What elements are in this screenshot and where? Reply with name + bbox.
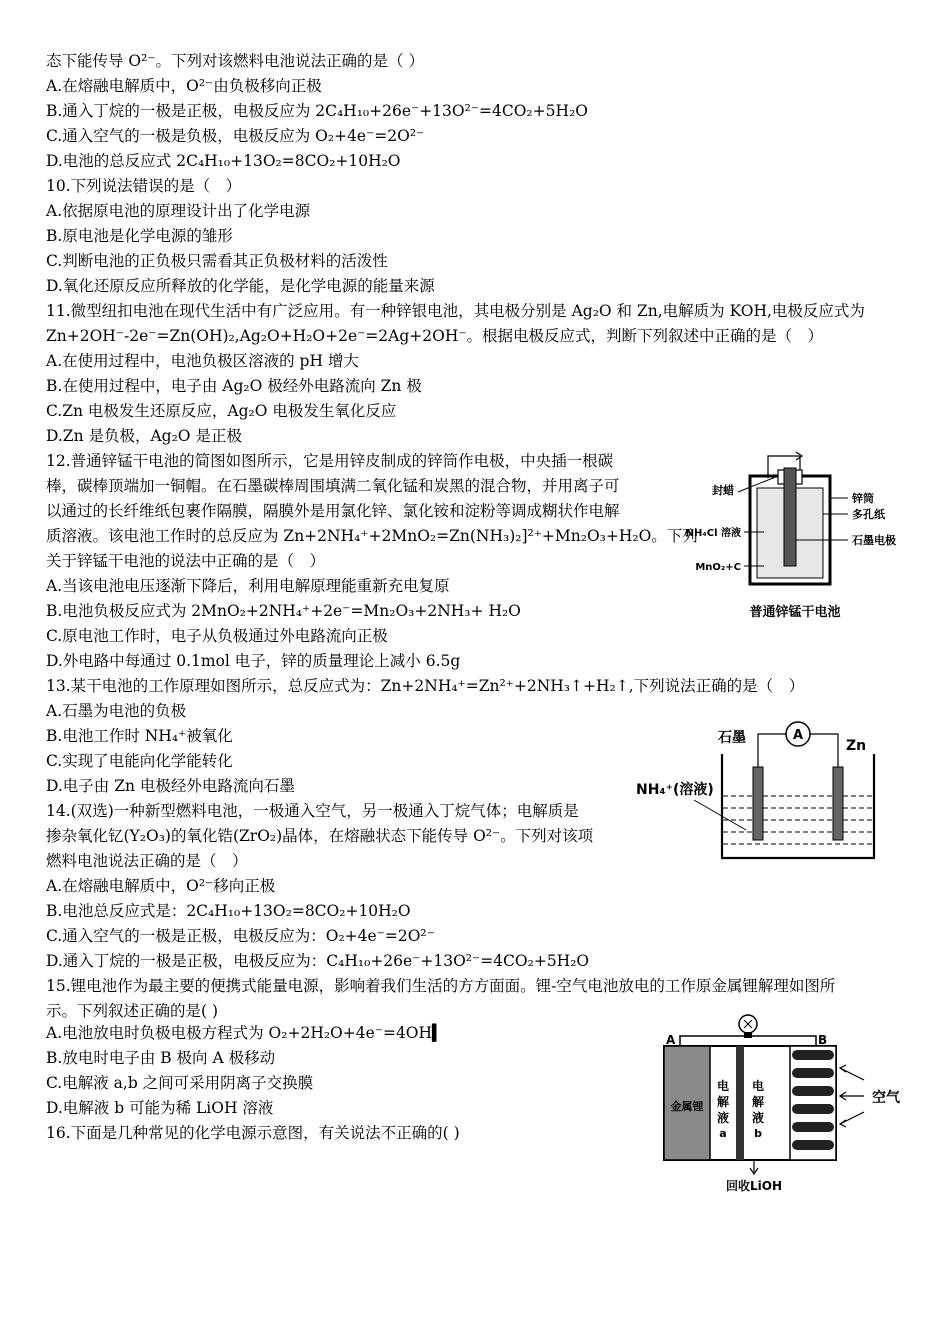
text-line: C.实现了电能向化学能转化: [46, 752, 233, 770]
text-line: C.电解液 a,b 之间可采用阴离子交换膜: [46, 1074, 314, 1092]
figure-zinc-manganese-cell: [680, 448, 910, 628]
label-porous-paper: 多孔纸: [852, 508, 885, 521]
question-13: 13.某干电池的工作原理如图所示，总反应式为：Zn+2NH₄⁺=Zn²⁺+2NH₃↑+H₂↑,下列说法正确的是（ ）: [46, 677, 805, 695]
electrolyte-a-char: 电: [716, 1079, 730, 1093]
text-line: D.Zn 是负极，Ag₂O 是正极: [46, 427, 242, 445]
electrolyte-b-char: 液: [751, 1111, 765, 1125]
question-12: 12.普通锌锰干电池的简图如图所示，它是用锌皮制成的锌筒作电极，中央插一根碳: [46, 452, 614, 470]
label-mno2-c: MnO₂+C: [695, 562, 741, 573]
recover-lioh-label: 回收LiOH: [725, 1179, 783, 1193]
question-10: 10.下列说法错误的是（ ）: [46, 177, 242, 195]
text-line: A.在使用过程中，电池负极区溶液的 pH 增大: [46, 352, 359, 370]
text-line: B.在使用过程中，电子由 Ag₂O 极经外电路流向 Zn 极: [46, 377, 422, 395]
figure-lithium-air-cell: [658, 1010, 918, 1196]
electrolyte-a-char: a: [719, 1127, 727, 1140]
text-line: 关于锌锰干电池的说法中正确的是（ ）: [46, 552, 326, 570]
text-line: 棒，碳棒顶端加一铜帽。在石墨碳棒周围填满二氧化锰和炭黑的混合物，并用离子可: [46, 477, 620, 495]
electrolyte-a-char: 解: [716, 1095, 730, 1109]
air-label: 空气: [872, 1090, 900, 1106]
text-line: 以通过的长纤维纸包裹作隔膜，隔膜外是用氯化锌、氯化铵和淀粉等调成糊状作电解: [46, 502, 620, 520]
text-line: B.原电池是化学电源的雏形: [46, 227, 233, 245]
text-line: C.通入空气的一极是正极，电极反应为：O₂+4e⁻=2O²⁻: [46, 927, 435, 945]
text-line: A.在熔融电解质中，O²⁻移向正极: [46, 877, 276, 895]
text-line: B.放电时电子由 B 极向 A 极移动: [46, 1049, 276, 1067]
text-line: A.依据原电池的原理设计出了化学电源: [46, 202, 311, 220]
text-line: A.当该电池电压逐渐下降后，利用电解原理能重新充电复原: [46, 577, 450, 595]
text-line: A.在熔融电解质中，O²⁻由负极移向正极: [46, 77, 322, 95]
solution-label: NH₄⁺(溶液): [636, 782, 714, 798]
label-nh4cl-solution: NH₄Cl 溶液: [685, 528, 741, 539]
text-line: 质溶液。该电池工作时的总反应为 Zn+2NH₄⁺+2MnO₂=Zn(NH₃)₂]²⁺+Mn₂O₃+H₂O。下列: [46, 527, 698, 545]
question-15: 15.锂电池作为最主要的便携式能量电源，影响着我们生活的方方面面。锂-空气电池放电的工作原金属锂解理如图所: [46, 977, 836, 995]
figure-graphite-zinc-cell: [634, 712, 880, 864]
zinc-label: Zn: [846, 738, 867, 754]
text-line: B.通入丁烷的一极是正极，电极反应为 2C₄H₁₀+26e⁻+13O²⁻=4CO₂+5H₂O: [46, 102, 588, 120]
graphite-label: 石墨: [718, 730, 746, 746]
lithium-air-cell-diagram: [658, 1010, 918, 1196]
text-line: B.电池总反应式是：2C₄H₁₀+13O₂=8CO₂+10H₂O: [46, 902, 411, 920]
label-graphite-electrode: 石墨电极: [852, 534, 896, 547]
label-zinc-can: 锌筒: [852, 492, 874, 505]
text-line: D.氧化还原反应所释放的化学能，是化学电源的能量来源: [46, 277, 435, 295]
text-line: D.通入丁烷的一极是正极，电极反应为：C₄H₁₀+26e⁻+13O²⁻=4CO₂+5H₂O: [46, 952, 590, 970]
text-line: B.电池负极反应式为 2MnO₂+2NH₄⁺+2e⁻=Mn₂O₃+2NH₃+ H₂O: [46, 602, 521, 620]
electrolyte-b-char: 电: [751, 1079, 765, 1093]
text-line: A.石墨为电池的负极: [46, 702, 187, 720]
text-line: C.通入空气的一极是负极，电极反应为 O₂+4e⁻=2O²⁻: [46, 127, 425, 145]
question-16: 16.下面是几种常见的化学电源示意图，有关说法不正确的( ): [46, 1124, 460, 1142]
text-line: A.电池放电时负极电极方程式为 O₂+2H₂O+4e⁻=4OH▍: [46, 1024, 444, 1042]
text-line: C.Zn 电极发生还原反应，Ag₂O 电极发生氧化反应: [46, 402, 397, 420]
graphite-zinc-cell-diagram: [634, 712, 880, 864]
question-11: 11.微型纽扣电池在现代生活中有广泛应用。有一种锌银电池，其电极分别是 Ag₂O 和 Zn,电解质为 KOH,电极反应式为: [46, 302, 865, 320]
text-line: C.判断电池的正负极只需看其正负极材料的活泼性: [46, 252, 388, 270]
text-line: Zn+2OH⁻-2e⁻=Zn(OH)₂,Ag₂O+H₂O+2e⁻=2Ag+2OH⁻。根据电极反应式，判断下列叙述中正确的是（ ）: [46, 327, 824, 345]
zinc-manganese-cell-diagram: [680, 448, 910, 628]
text-line: B.电池工作时 NH₄⁺被氧化: [46, 727, 233, 745]
text-line: 态下能传导 O²⁻。下列对该燃料电池说法正确的是（ ）: [46, 52, 424, 70]
text-line: 掺杂氧化钇(Y₂O₃)的氧化锆(ZrO₂)晶体，在熔融状态下能传导 O²⁻。下列对该项: [46, 827, 594, 845]
electrolyte-a-char: 液: [716, 1111, 730, 1125]
pole-b-label: B: [818, 1033, 828, 1047]
text-line: 燃料电池说法正确的是（ ）: [46, 852, 248, 870]
figure-caption: 普通锌锰干电池: [749, 605, 841, 620]
question-14: 14.(双选)一种新型燃料电池，一极通入空气，另一极通入丁烷气体；电解质是: [46, 802, 579, 820]
text-line: D.外电路中每通过 0.1mol 电子，锌的质量理论上减小 6.5g: [46, 652, 461, 670]
text-line: D.电解液 b 可能为稀 LiOH 溶液: [46, 1099, 274, 1117]
text-line: C.原电池工作时，电子从负极通过外电路流向正极: [46, 627, 388, 645]
ammeter-label: A: [792, 728, 804, 743]
text-line: D.电子由 Zn 电极经外电路流向石墨: [46, 777, 295, 795]
electrolyte-b-char: b: [754, 1127, 762, 1140]
pole-a-label: A: [666, 1033, 676, 1047]
electrolyte-b-char: 解: [751, 1095, 765, 1109]
label-sealing-wax: 封蜡: [712, 484, 734, 497]
lithium-metal-label: 金属锂: [670, 1100, 704, 1113]
text-line: 示。下列叙述正确的是( ): [46, 1002, 219, 1020]
text-line: D.电池的总反应式 2C₄H₁₀+13O₂=8CO₂+10H₂O: [46, 152, 401, 170]
